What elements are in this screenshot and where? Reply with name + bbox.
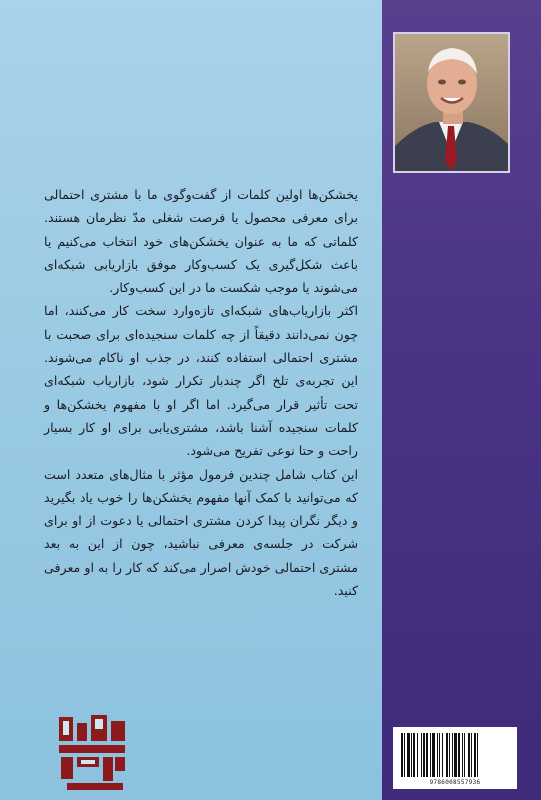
barcode-bar — [454, 733, 457, 777]
description-paragraph: این کتاب شامل چندین فرمول مؤثر با مثال‌های متعدد است که می‌توانید با کمک آنها مفهوم یخشکن‌ها را خوب یاد بگیرید و دیگر نگران پیدا کردن مشتری احتمالی یا دعوت از او برای شرکت در جلسه‌ی معرفی نباشید، چون از این به بعد مشتری احتمالی خودش اصرار می‌کند که کار را به او معرفی کنید. — [44, 466, 358, 599]
barcode-bar — [437, 733, 438, 777]
barcode-bar — [458, 733, 460, 777]
barcode-bar — [404, 733, 405, 777]
isbn-number: 9786008557936 — [429, 779, 481, 786]
barcode-bar — [464, 733, 465, 777]
description-paragraph: یخشکن‌ها اولین کلمات از گفت‌وگوی ما با مشتری احتمالی برای معرفی محصول یا فرصت شغلی مدّ نظرمان هستند. کلماتی که ما به عنوان یخشکن‌های خود انتخاب می‌کنیم یا باعث شکل‌گیری یک کسب‌وکار موفق بازاریابی شبکه‌ای می‌شوند یا موجب شکست ما در این کسب‌وکار. — [44, 187, 358, 296]
barcode-bar — [413, 733, 415, 777]
barcode-bar — [442, 733, 443, 777]
back-cover-description — [44, 183, 358, 602]
publisher-logo — [57, 713, 129, 793]
barcode-bar — [432, 733, 435, 777]
barcode-bar — [430, 733, 431, 777]
barcode-bar — [411, 733, 412, 777]
barcode-bar — [462, 733, 463, 777]
barcode-bar — [417, 733, 418, 777]
barcode-bar — [401, 733, 403, 777]
barcode-bar — [421, 733, 422, 777]
barcode-bar — [449, 733, 450, 777]
barcode-bar — [407, 733, 410, 777]
isbn-barcode — [393, 727, 517, 789]
barcode-bar — [423, 733, 425, 777]
description-paragraph: اکثر بازاریاب‌های شبکه‌ای تازه‌وارد سخت کار می‌کنند، اما چون نمی‌دانند دقیقاً از چه کلمات سنجیده‌ای برای صحبت با مشتری احتمالی استفاده کنند، در جذب او ناکام می‌شوند. این تجربه‌ی تلخ اگر چندبار تکرار شود، بازاریاب شبکه‌ای تحت تأثیر قرار می‌گیرد. اما اگر او با مفهوم یخشکن‌ها و کلمات سنجیده آشنا باشد، مشتری‌یابی برای او کار بسیار راحت و حتا نوعی تفریح می‌شود. — [44, 303, 358, 459]
barcode-bar — [446, 733, 448, 777]
barcode-bar — [439, 733, 440, 777]
barcode-bar — [426, 733, 428, 777]
author-photo — [393, 32, 510, 173]
barcode-bar — [468, 733, 470, 777]
barcode-bar — [471, 733, 472, 777]
barcode-bar — [477, 733, 478, 777]
barcode-bar — [474, 733, 476, 777]
barcode-bar — [452, 733, 453, 777]
